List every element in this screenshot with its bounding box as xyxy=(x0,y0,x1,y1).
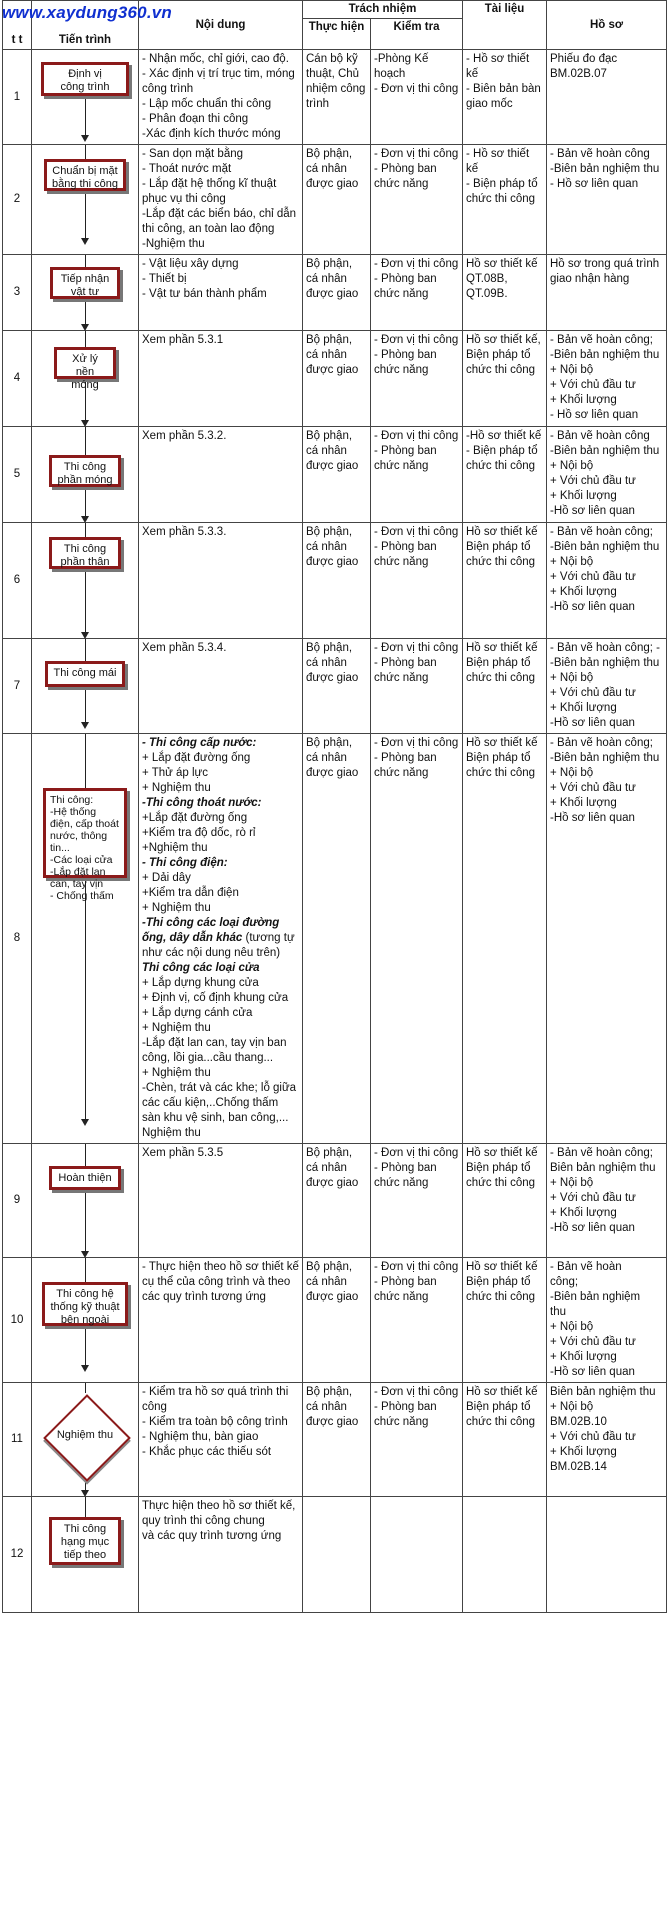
watermark: www.xaydung360.vn xyxy=(2,3,172,22)
perform-cell: Bộ phận, cá nhân được giao xyxy=(303,1144,371,1258)
content-cell: Xem phần 5.3.1 xyxy=(139,331,303,427)
content-cell: Xem phần 5.3.2. xyxy=(139,427,303,523)
docs-cell: Hồ sơ thiết kế Biện pháp tổ chức thi công xyxy=(463,639,547,734)
row-number: 12 xyxy=(3,1497,32,1613)
flow-connector-top xyxy=(85,639,86,661)
table-row xyxy=(3,145,667,255)
check-cell: - Đơn vị thi công - Phòng ban chức năng xyxy=(371,1383,463,1497)
flow-arrow-icon xyxy=(81,238,89,245)
content-text: + Dải dây +Kiểm tra dẫn điện + Nghiệm thu xyxy=(142,872,239,914)
header-records: Hồ sơ xyxy=(547,1,667,50)
check-cell: - Đơn vị thi công - Phòng ban chức năng xyxy=(371,734,463,1144)
step-cell xyxy=(32,523,139,639)
docs-cell: Hồ sơ thiết kế, Biện pháp tổ chức thi công xyxy=(463,331,547,427)
header-responsibility: Trách nhiệm xyxy=(303,1,463,19)
step-cell xyxy=(32,331,139,427)
content-heading: Thi công các loại cửa xyxy=(142,962,260,974)
process-box: Chuẩn bị mặt bằng thi công xyxy=(44,159,126,191)
table-row xyxy=(3,50,667,145)
process-box: Xử lý nền móng xyxy=(54,347,116,379)
content-heading: - Thi công điện: xyxy=(142,857,228,869)
row-number: 7 xyxy=(3,639,32,734)
docs-cell: Hồ sơ thiết kế Biện pháp tổ chức thi công xyxy=(463,523,547,639)
flow-connector-top xyxy=(85,255,86,267)
content-heading: -Thi công các loại đường ống, dây dẫn khác xyxy=(142,917,280,944)
docs-cell: Hồ sơ thiết kế Biện pháp tổ chức thi công xyxy=(463,1258,547,1383)
flow-connector-top xyxy=(85,145,86,159)
table-row xyxy=(3,523,667,639)
decision-diamond xyxy=(42,1393,128,1479)
content-cell: Xem phần 5.3.5 xyxy=(139,1144,303,1258)
process-box: Hoàn thiện xyxy=(49,1166,121,1190)
header-check: Kiểm tra xyxy=(371,19,463,50)
content-text: +Lắp đặt đường ống +Kiểm tra độ dốc, rò rỉ +Nghiệm thu xyxy=(142,812,256,854)
content-cell: - Thực hiện theo hồ sơ thiết kế cụ thể của công trình và theo các quy trình tương ứng xyxy=(139,1258,303,1383)
process-box: Thi công hạng mục tiếp theo xyxy=(49,1517,121,1565)
perform-cell: Bộ phận, cá nhân được giao xyxy=(303,734,371,1144)
process-box: Thi công mái xyxy=(45,661,125,687)
table-row xyxy=(3,1144,667,1258)
records-cell: - Bản vẽ hoàn công -Biên bản nghiệm thu + Nội bộ + Với chủ đầu tư + Khối lượng -Hồ sơ liên quan xyxy=(547,427,667,523)
flow-connector-bottom xyxy=(85,1326,86,1366)
content-cell xyxy=(139,734,303,1144)
header-step: Tiến trình xyxy=(32,1,139,50)
step-cell xyxy=(32,734,139,1144)
step-cell xyxy=(32,1383,139,1497)
content-text: (tương tự như các nội dung nêu trên) xyxy=(142,932,295,959)
content-cell: Xem phần 5.3.3. xyxy=(139,523,303,639)
process-box: Định vị công trình xyxy=(41,62,129,96)
flow-connector-bottom xyxy=(85,96,86,136)
row-number: 11 xyxy=(3,1383,32,1497)
content-cell: - Nhận mốc, chỉ giới, cao độ. - Xác định vị trí trục tim, móng công trình - Lập mốc chuẩn thi công - Phân đoạn thi công -Xác định kích thước móng xyxy=(139,50,303,145)
perform-cell: Bộ phận, cá nhân được giao xyxy=(303,331,371,427)
content-text: + Lắp dựng khung cửa + Định vị, cố định khung cửa + Lắp dựng cánh cửa + Nghiệm thu -Lắp đặt lan can, tay vịn ban công, lồi gia...cầu thang... + Nghiệm thu -Chèn, trát và các khe; lỗ giữa các cấu kiện,..Chống thấm sàn khu vệ sinh, ban công,... Nghiệm thu xyxy=(142,977,297,1139)
records-cell: - Bản vẽ hoàn công; -Biên bản nghiệm thu + Nội bộ + Với chủ đầu tư + Khối lượng - Hồ sơ liên quan xyxy=(547,331,667,427)
docs-cell: Hồ sơ thiết kế QT.08B, QT.09B. xyxy=(463,255,547,331)
table-row xyxy=(3,734,667,1144)
flow-connector-bottom xyxy=(85,299,86,325)
flow-connector-top xyxy=(85,1497,86,1517)
flow-connector-top xyxy=(85,427,86,455)
content-cell: Thực hiện theo hồ sơ thiết kế, quy trình thi công chung và các quy trình tương ứng xyxy=(139,1497,303,1613)
process-box: Tiếp nhận vật tư xyxy=(50,267,120,299)
table-row xyxy=(3,427,667,523)
flow-connector-top xyxy=(85,331,86,347)
row-number: 4 xyxy=(3,331,32,427)
process-box: Thi công phần móng xyxy=(49,455,121,487)
perform-cell: Bộ phận, cá nhân được giao xyxy=(303,1383,371,1497)
flow-connector-top xyxy=(85,1144,86,1166)
flow-connector-bottom xyxy=(85,487,86,517)
records-cell: - Bản vẽ hoàn công; --Biên bản nghiệm thu + Nội bộ + Với chủ đầu tư + Khối lượng -Hồ sơ liên quan xyxy=(547,639,667,734)
check-cell: - Đơn vị thi công - Phòng ban chức năng xyxy=(371,331,463,427)
table-row xyxy=(3,1497,667,1613)
docs-cell xyxy=(463,1497,547,1613)
docs-cell: Hồ sơ thiết kế Biện pháp tổ chức thi công xyxy=(463,734,547,1144)
flow-connector-top xyxy=(85,1383,86,1393)
perform-cell: Bộ phận, cá nhân được giao xyxy=(303,1258,371,1383)
process-box: Thi công: -Hệ thống điện, cấp thoát nước, thông tin... -Các loại cửa -Lắp đặt lan can, tay vịn - Chống thấm xyxy=(43,788,127,878)
table-row xyxy=(3,255,667,331)
perform-cell xyxy=(303,1497,371,1613)
flow-connector-top xyxy=(85,734,86,788)
step-cell xyxy=(32,1144,139,1258)
perform-cell: Cán bộ kỹ thuật, Chủ nhiệm công trình xyxy=(303,50,371,145)
table-row xyxy=(3,331,667,427)
step-cell xyxy=(32,639,139,734)
row-number: 10 xyxy=(3,1258,32,1383)
step-cell xyxy=(32,50,139,145)
step-cell xyxy=(32,145,139,255)
flow-connector-top xyxy=(85,523,86,537)
row-number: 2 xyxy=(3,145,32,255)
table-row xyxy=(3,1258,667,1383)
process-box: Thi công hệ thống kỹ thuật bên ngoài xyxy=(42,1282,128,1326)
header-perform: Thực hiện xyxy=(303,19,371,50)
docs-cell: Hồ sơ thiết kế Biện pháp tổ chức thi công xyxy=(463,1144,547,1258)
decision-label: Nghiệm thu xyxy=(56,1429,114,1441)
check-cell xyxy=(371,1497,463,1613)
records-cell: - Bản vẽ hoàn công; Biên bản nghiệm thu + Nội bộ + Với chủ đầu tư + Khối lượng -Hồ sơ liên quan xyxy=(547,1144,667,1258)
content-cell: - Kiểm tra hồ sơ quá trình thi công - Kiểm tra toàn bộ công trình - Nghiệm thu, bàn giao - Khắc phục các thiếu sót xyxy=(139,1383,303,1497)
step-cell xyxy=(32,1497,139,1613)
docs-cell: -Hồ sơ thiết kế - Biện pháp tổ chức thi công xyxy=(463,427,547,523)
check-cell: - Đơn vị thi công - Phòng ban chức năng xyxy=(371,255,463,331)
process-box: Thi công phần thân xyxy=(49,537,121,569)
check-cell: - Đơn vị thi công - Phòng ban chức năng xyxy=(371,523,463,639)
header-docs: Tài liệu xyxy=(463,1,547,50)
perform-cell: Bộ phận, cá nhân được giao xyxy=(303,255,371,331)
row-number: 5 xyxy=(3,427,32,523)
check-cell: - Đơn vị thi công - Phòng ban chức năng xyxy=(371,427,463,523)
flow-connector-bottom xyxy=(85,878,86,1120)
header-tt: t t xyxy=(3,1,32,50)
content-text: + Lắp đặt đường ống + Thử áp lực + Nghiệm thu xyxy=(142,752,251,794)
row-number: 1 xyxy=(3,50,32,145)
flow-connector-bottom xyxy=(85,569,86,633)
records-cell: Phiếu đo đạc BM.02B.07 xyxy=(547,50,667,145)
step-cell xyxy=(32,427,139,523)
perform-cell: Bộ phận, cá nhân được giao xyxy=(303,639,371,734)
flow-arrow-icon xyxy=(81,135,89,142)
step-cell xyxy=(32,1258,139,1383)
process-table xyxy=(2,0,667,1613)
records-cell: - Bản vẽ hoàn công; -Biên bản nghiệm thu + Nội bộ + Với chủ đầu tư + Khối lượng -Hồ sơ liên quan xyxy=(547,734,667,1144)
perform-cell: Bộ phận, cá nhân được giao xyxy=(303,523,371,639)
check-cell: - Đơn vị thi công - Phòng ban chức năng xyxy=(371,639,463,734)
table-row xyxy=(3,1383,667,1497)
docs-cell: - Hồ sơ thiết kế - Biện pháp tổ chức thi công xyxy=(463,145,547,255)
content-cell: - San dọn mặt bằng - Thoát nước mặt - Lắp đặt hệ thống kĩ thuật phục vụ thi công -Lắp đặt các biển báo, chỉ dẫn thi công, an toàn lao động -Nghiệm thu xyxy=(139,145,303,255)
records-cell: Biên bản nghiệm thu + Nội bộ BM.02B.10 + Với chủ đầu tư + Khối lượng BM.02B.14 xyxy=(547,1383,667,1497)
check-cell: -Phòng Kế hoạch - Đơn vị thi công xyxy=(371,50,463,145)
check-cell: - Đơn vị thi công - Phòng ban chức năng xyxy=(371,145,463,255)
flow-connector-bottom xyxy=(85,687,86,723)
row-number: 3 xyxy=(3,255,32,331)
step-cell xyxy=(32,255,139,331)
records-cell xyxy=(547,1497,667,1613)
flow-arrow-icon xyxy=(81,1119,89,1126)
flow-arrow-icon xyxy=(81,722,89,729)
header-content: Nội dung xyxy=(139,1,303,50)
perform-cell: Bộ phận, cá nhân được giao xyxy=(303,145,371,255)
flow-connector-bottom xyxy=(85,191,86,239)
docs-cell: - Hồ sơ thiết kế - Biên bản bàn giao mốc xyxy=(463,50,547,145)
flow-connector-bottom xyxy=(85,1190,86,1252)
records-cell: Hồ sơ trong quá trình giao nhận hàng xyxy=(547,255,667,331)
flow-connector-top xyxy=(85,1258,86,1282)
row-number: 6 xyxy=(3,523,32,639)
flow-arrow-icon xyxy=(81,1365,89,1372)
row-number: 8 xyxy=(3,734,32,1144)
check-cell: - Đơn vị thi công - Phòng ban chức năng xyxy=(371,1144,463,1258)
table-row xyxy=(3,639,667,734)
content-cell: Xem phần 5.3.4. xyxy=(139,639,303,734)
row-number: 9 xyxy=(3,1144,32,1258)
records-cell: - Bản vẽ hoàn công; -Biên bản nghiệm thu + Nội bộ + Với chủ đầu tư + Khối lượng -Hồ sơ liên quan xyxy=(547,1258,667,1383)
content-heading: -Thi công thoát nước: xyxy=(142,797,262,809)
perform-cell: Bộ phận, cá nhân được giao xyxy=(303,427,371,523)
content-cell: - Vật liệu xây dựng - Thiết bị - Vật tư bán thành phẩm xyxy=(139,255,303,331)
docs-cell: Hồ sơ thiết kế Biện pháp tổ chức thi công xyxy=(463,1383,547,1497)
records-cell: - Bản vẽ hoàn công -Biên bản nghiệm thu - Hồ sơ liên quan xyxy=(547,145,667,255)
content-heading: - Thi công cấp nước: xyxy=(142,737,257,749)
records-cell: - Bản vẽ hoàn công; -Biên bản nghiệm thu + Nội bộ + Với chủ đầu tư + Khối lượng -Hồ sơ liên quan xyxy=(547,523,667,639)
check-cell: - Đơn vị thi công - Phòng ban chức năng xyxy=(371,1258,463,1383)
